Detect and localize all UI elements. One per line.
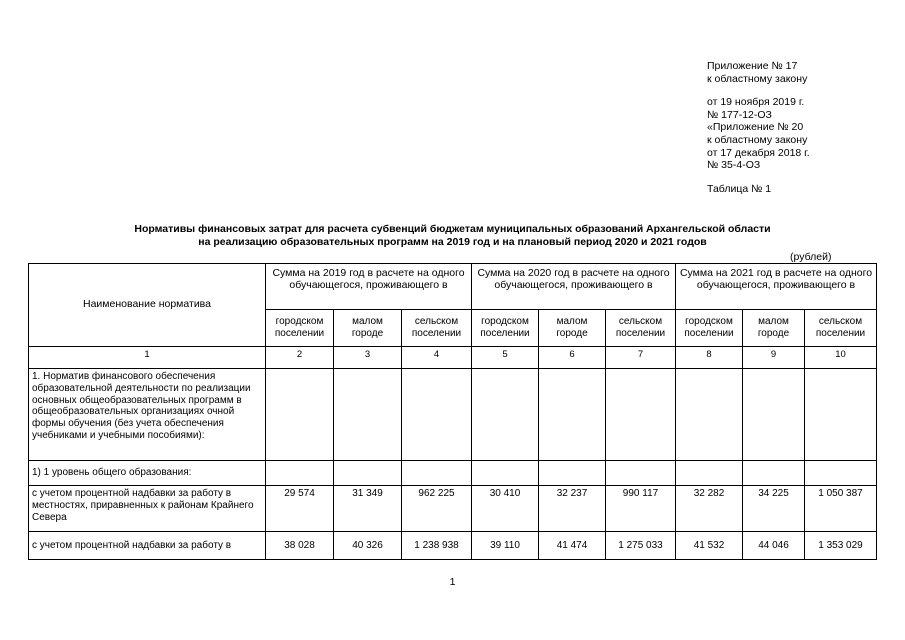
row-value: 39 110 — [472, 532, 539, 560]
row-value — [805, 369, 877, 461]
row-value: 1 050 387 — [805, 486, 877, 532]
row-value: 32 237 — [539, 486, 606, 532]
sub-header: городском поселении — [676, 310, 743, 347]
row-value — [334, 369, 402, 461]
group-header-2021: Сумма на 2021 год в расчете на одного обучающегося, проживающего в — [676, 264, 877, 310]
table-row — [29, 461, 877, 486]
row-name: с учетом процентной надбавки за работу в местностях, приравненных к районам Крайнего Севера — [29, 486, 266, 532]
row-value: 990 117 — [606, 486, 676, 532]
table-row — [29, 532, 877, 560]
group-header-2020: Сумма на 2020 год в расчете на одного обучающегося, проживающего в — [472, 264, 676, 310]
row-value — [266, 461, 334, 486]
row-name: 1. Норматив финансового обеспечения образовательной деятельности по реализации основных общеобразовательных программ в общеобразовательных организациях очной формы обучения (без учета обеспечения учебниками и учебными пособиями): — [29, 369, 266, 461]
sub-header: малом городе — [539, 310, 606, 347]
appendix-line: от 17 декабря 2018 г. — [707, 146, 810, 159]
appendix-line: к областному закону — [707, 133, 808, 146]
row-value — [539, 369, 606, 461]
row-value — [743, 461, 805, 486]
row-value — [539, 461, 606, 486]
row-value — [472, 369, 539, 461]
norms-table — [28, 263, 877, 560]
column-number: 4 — [402, 347, 472, 369]
row-value: 40 326 — [334, 532, 402, 560]
row-value — [402, 369, 472, 461]
row-value — [676, 461, 743, 486]
title-line-2: на реализацию образовательных программ на 2019 год и на плановый период 2020 и 2021 годов — [198, 235, 707, 248]
row-value — [606, 461, 676, 486]
row-value: 32 282 — [676, 486, 743, 532]
title-line-1: Нормативы финансовых затрат для расчета субвенций бюджетам муниципальных образований Архангельской области — [134, 223, 771, 235]
appendix-line: от 19 ноября 2019 г. — [707, 96, 805, 109]
appendix-line: «Приложение № 20 — [707, 121, 804, 134]
sub-header: малом городе — [743, 310, 805, 347]
row-value: 1 353 029 — [805, 532, 877, 560]
column-number: 3 — [334, 347, 402, 369]
row-name: 1) 1 уровень общего образования: — [29, 461, 266, 486]
column-number: 9 — [743, 347, 805, 369]
appendix-line: Приложение № 17 — [707, 60, 798, 72]
appendix-line: № 35-4-ОЗ — [707, 159, 761, 172]
units-label: (рублей) — [790, 251, 832, 263]
document-title — [0, 223, 905, 248]
row-value — [402, 461, 472, 486]
column-number: 2 — [266, 347, 334, 369]
row-value: 30 410 — [472, 486, 539, 532]
row-value: 1 238 938 — [402, 532, 472, 560]
row-value: 31 349 — [334, 486, 402, 532]
row-value: 1 275 033 — [606, 532, 676, 560]
table-row — [29, 369, 877, 461]
row-value — [676, 369, 743, 461]
row-value — [805, 461, 877, 486]
sub-header: сельском поселении — [402, 310, 472, 347]
appendix-header — [707, 60, 897, 195]
row-value — [334, 461, 402, 486]
page-number: 1 — [449, 576, 456, 588]
row-value: 44 046 — [743, 532, 805, 560]
header-row-groups — [29, 264, 877, 310]
name-column-header: Наименование норматива — [29, 264, 266, 347]
row-value — [266, 369, 334, 461]
row-value — [472, 461, 539, 486]
row-value: 34 225 — [743, 486, 805, 532]
sub-header: городском поселении — [266, 310, 334, 347]
appendix-line: к областному закону — [707, 72, 808, 85]
appendix-line: № 177-12-ОЗ — [707, 108, 772, 121]
column-number: 6 — [539, 347, 606, 369]
row-value: 38 028 — [266, 532, 334, 560]
column-number: 5 — [472, 347, 539, 369]
row-value: 29 574 — [266, 486, 334, 532]
row-value: 41 474 — [539, 532, 606, 560]
sub-header: малом городе — [334, 310, 402, 347]
group-header-2019: Сумма на 2019 год в расчете на одного обучающегося, проживающего в — [266, 264, 472, 310]
column-number: 7 — [606, 347, 676, 369]
sub-header: сельском поселении — [606, 310, 676, 347]
row-name: с учетом процентной надбавки за работу в — [29, 532, 266, 560]
row-value: 41 532 — [676, 532, 743, 560]
row-value — [606, 369, 676, 461]
column-number: 10 — [805, 347, 877, 369]
column-number: 1 — [29, 347, 266, 369]
sub-header: сельском поселении — [805, 310, 877, 347]
sub-header: городском поселении — [472, 310, 539, 347]
row-value: 962 225 — [402, 486, 472, 532]
row-value — [743, 369, 805, 461]
column-number-row — [29, 347, 877, 369]
table-label: Таблица № 1 — [707, 182, 772, 195]
column-number: 8 — [676, 347, 743, 369]
table-row — [29, 486, 877, 532]
